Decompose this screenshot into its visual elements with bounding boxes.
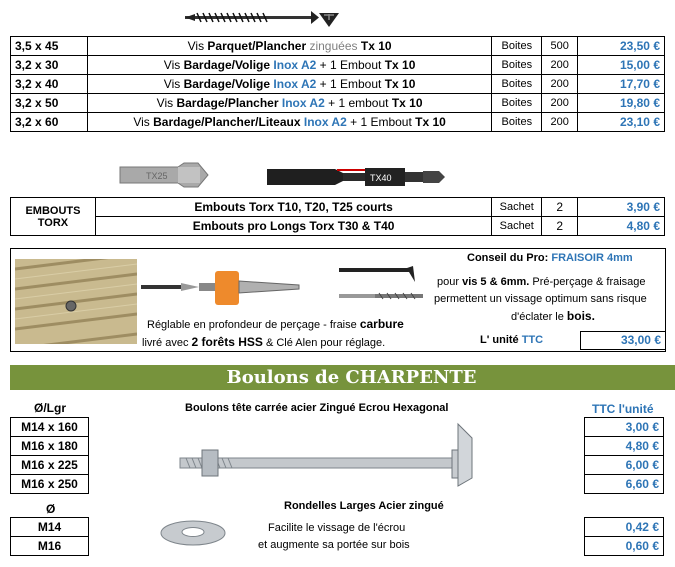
bolts-col-header: Ø/Lgr xyxy=(34,401,66,415)
advice-box xyxy=(10,248,666,352)
bits-label-cell xyxy=(11,198,96,236)
washers-desc2: et augmente sa portée sur bois xyxy=(258,539,410,551)
bolt-size-row xyxy=(11,418,89,437)
washer-size: M14 xyxy=(11,518,89,537)
screw-desc-post: + 1 Embout xyxy=(316,77,385,91)
screw-desc xyxy=(87,94,491,113)
advice-line1 xyxy=(437,276,646,288)
screw-desc-type: Bardage/Plancher xyxy=(176,96,279,110)
bits-qty: 2 xyxy=(542,217,578,236)
screw-desc-tx: Tx 10 xyxy=(391,96,423,110)
screw-desc-pre: Vis xyxy=(163,77,184,91)
bolt-price: 6,00 € xyxy=(585,456,664,475)
screw-desc-material: Inox A2 xyxy=(273,77,317,91)
bolt-price: 3,00 € xyxy=(585,418,664,437)
screw-desc-finish: zinguées xyxy=(309,39,358,53)
advice-desc2-c: & Clé Alen pour réglage. xyxy=(262,337,386,349)
bits-desc: Embouts pro Longs Torx T30 & T40 xyxy=(95,217,491,236)
screw-desc-material: Inox A2 xyxy=(303,115,347,129)
washer-price: 0,42 € xyxy=(585,518,664,537)
screw-size: 3,2 x 30 xyxy=(11,56,88,75)
bolts-price-table xyxy=(584,417,664,494)
screw-size: 3,5 x 45 xyxy=(11,37,88,56)
screw-price: 23,50 € xyxy=(578,37,665,56)
screw-qty: 200 xyxy=(542,75,578,94)
screw-desc-post: + 1 Embout xyxy=(316,58,385,72)
screw-qty: 200 xyxy=(542,113,578,132)
screw-price: 17,70 € xyxy=(578,75,665,94)
long-torx-bit-image xyxy=(265,163,465,191)
short-torx-bit-image xyxy=(118,161,218,189)
screw-desc-type: Parquet/Plancher xyxy=(207,39,307,53)
bolt-size: M14 x 160 xyxy=(11,418,89,437)
bits-qty: 2 xyxy=(542,198,578,217)
bolt-price-row xyxy=(585,437,664,456)
bolt-price: 4,80 € xyxy=(585,437,664,456)
advice-line1-b: vis 5 & 6mm. xyxy=(462,276,530,288)
bits-price: 3,90 € xyxy=(578,198,665,217)
screw-row xyxy=(11,56,665,75)
bits-price: 4,80 € xyxy=(578,217,665,236)
bolt-price: 6,60 € xyxy=(585,475,664,494)
screw-desc-pre: Vis xyxy=(187,39,208,53)
washer-size-row xyxy=(11,537,89,556)
screw-desc xyxy=(87,113,491,132)
washers-col-header: Ø xyxy=(46,502,56,516)
advice-unit-label xyxy=(480,334,543,346)
bits-label-line2: TORX xyxy=(37,216,69,229)
screw-desc xyxy=(87,37,491,56)
advice-product: FRAISOIR 4mm xyxy=(551,252,633,264)
washer-price-row xyxy=(585,537,664,556)
bits-table xyxy=(10,197,665,236)
bolt-size-row xyxy=(11,456,89,475)
screw-unit: Boites xyxy=(492,56,542,75)
bolts-size-table xyxy=(10,417,89,494)
screw-desc-post: + 1 Embout xyxy=(346,115,416,129)
screw-desc-pre: Vis xyxy=(156,96,177,110)
screw-size: 3,2 x 40 xyxy=(11,75,88,94)
advice-desc-line2 xyxy=(142,335,385,349)
screw-row xyxy=(11,113,665,132)
advice-price: 33,00 € xyxy=(580,331,666,350)
screws-table xyxy=(10,36,665,132)
bolts-price-header: TTC l'unité xyxy=(592,402,654,416)
bolt-size-row xyxy=(11,475,89,494)
advice-line3-a: d'éclater le xyxy=(511,311,567,323)
advice-line2: permettent un vissage optimum sans risque xyxy=(434,293,647,305)
advice-desc2-b: 2 forêts HSS xyxy=(191,335,263,349)
advice-desc2-a: livré avec xyxy=(142,337,192,349)
washer-price: 0,60 € xyxy=(585,537,664,556)
advice-title xyxy=(467,252,633,264)
bolts-title: Boulons tête carrée acier Zingué Ecrou Hexagonal xyxy=(185,402,449,414)
screw-price: 15,00 € xyxy=(578,56,665,75)
short-bit-label: TX25 xyxy=(146,171,168,181)
screw-desc-tx: Tx 10 xyxy=(415,115,446,129)
screw-desc-tx: Tx 10 xyxy=(360,39,392,53)
screw-row xyxy=(11,37,665,56)
screw-row xyxy=(11,75,665,94)
drill-and-key-image xyxy=(337,264,437,312)
bits-desc: Embouts Torx T10, T20, T25 courts xyxy=(95,198,491,217)
screw-unit: Boites xyxy=(492,75,542,94)
screw-row xyxy=(11,94,665,113)
washer-size-row xyxy=(11,518,89,537)
washers-title: Rondelles Larges Acier zingué xyxy=(284,500,444,512)
advice-desc1-a: Réglable en profondeur de perçage - fraise xyxy=(147,319,360,331)
screw-qty: 500 xyxy=(542,37,578,56)
bolt-size: M16 x 225 xyxy=(11,456,89,475)
screw-unit: Boites xyxy=(492,37,542,56)
screw-size: 3,2 x 50 xyxy=(11,94,88,113)
long-bit-label: TX40 xyxy=(370,173,392,183)
advice-line3 xyxy=(511,309,595,323)
washer-price-row xyxy=(585,518,664,537)
screw-desc-type: Bardage/Volige xyxy=(183,58,271,72)
advice-unit-text: L' unité xyxy=(480,334,522,346)
bits-label-line1: EMBOUTS xyxy=(25,204,81,217)
screw-desc-tx: Tx 10 xyxy=(384,77,416,91)
screw-desc-material: Inox A2 xyxy=(273,58,317,72)
screw-desc-type: Bardage/Plancher/Liteaux xyxy=(153,115,301,129)
bolt-size: M16 x 180 xyxy=(11,437,89,456)
bolt-price-row xyxy=(585,418,664,437)
screw-desc xyxy=(87,56,491,75)
screw-desc-pre: Vis xyxy=(133,115,154,129)
screw-unit: Boites xyxy=(492,94,542,113)
screw-price: 23,10 € xyxy=(578,113,665,132)
washers-size-table xyxy=(10,517,89,556)
bolt-price-row xyxy=(585,475,664,494)
screw-desc-material: Inox A2 xyxy=(281,96,325,110)
washers-price-table xyxy=(584,517,664,556)
screw-desc-pre: Vis xyxy=(163,58,184,72)
bolts-banner: Boulons de CHARPENTE xyxy=(10,365,675,390)
advice-line1-a: pour xyxy=(437,276,463,288)
washer-image xyxy=(158,519,228,547)
screw-desc xyxy=(87,75,491,94)
advice-desc1-b: carbure xyxy=(359,317,404,331)
screw-desc-tx: Tx 10 xyxy=(384,58,416,72)
bolt-size-row xyxy=(11,437,89,456)
screw-qty: 200 xyxy=(542,56,578,75)
washers-desc1: Facilite le vissage de l'écrou xyxy=(268,522,406,534)
bits-unit: Sachet xyxy=(492,198,542,217)
screw-desc-type: Bardage/Volige xyxy=(183,77,271,91)
bolt-price-row xyxy=(585,456,664,475)
screw-head-icon xyxy=(318,8,340,28)
advice-unit-ttc: TTC xyxy=(521,334,544,346)
bolt-size: M16 x 250 xyxy=(11,475,89,494)
screw-qty: 200 xyxy=(542,94,578,113)
wood-deck-image xyxy=(15,259,137,344)
bits-unit: Sachet xyxy=(492,217,542,236)
carriage-bolt-image xyxy=(172,420,482,490)
washer-size: M16 xyxy=(11,537,89,556)
advice-line1-c: Pré-perçage & fraisage xyxy=(529,276,646,288)
advice-desc-line1 xyxy=(147,317,404,331)
screw-unit: Boites xyxy=(492,113,542,132)
screw-size: 3,2 x 60 xyxy=(11,113,88,132)
screw-price: 19,80 € xyxy=(578,94,665,113)
screw-desc-post: + 1 embout xyxy=(324,96,392,110)
advice-title-text: Conseil du Pro: xyxy=(467,252,552,264)
countersink-tool-image xyxy=(139,261,319,313)
advice-line3-b: bois. xyxy=(566,309,595,323)
